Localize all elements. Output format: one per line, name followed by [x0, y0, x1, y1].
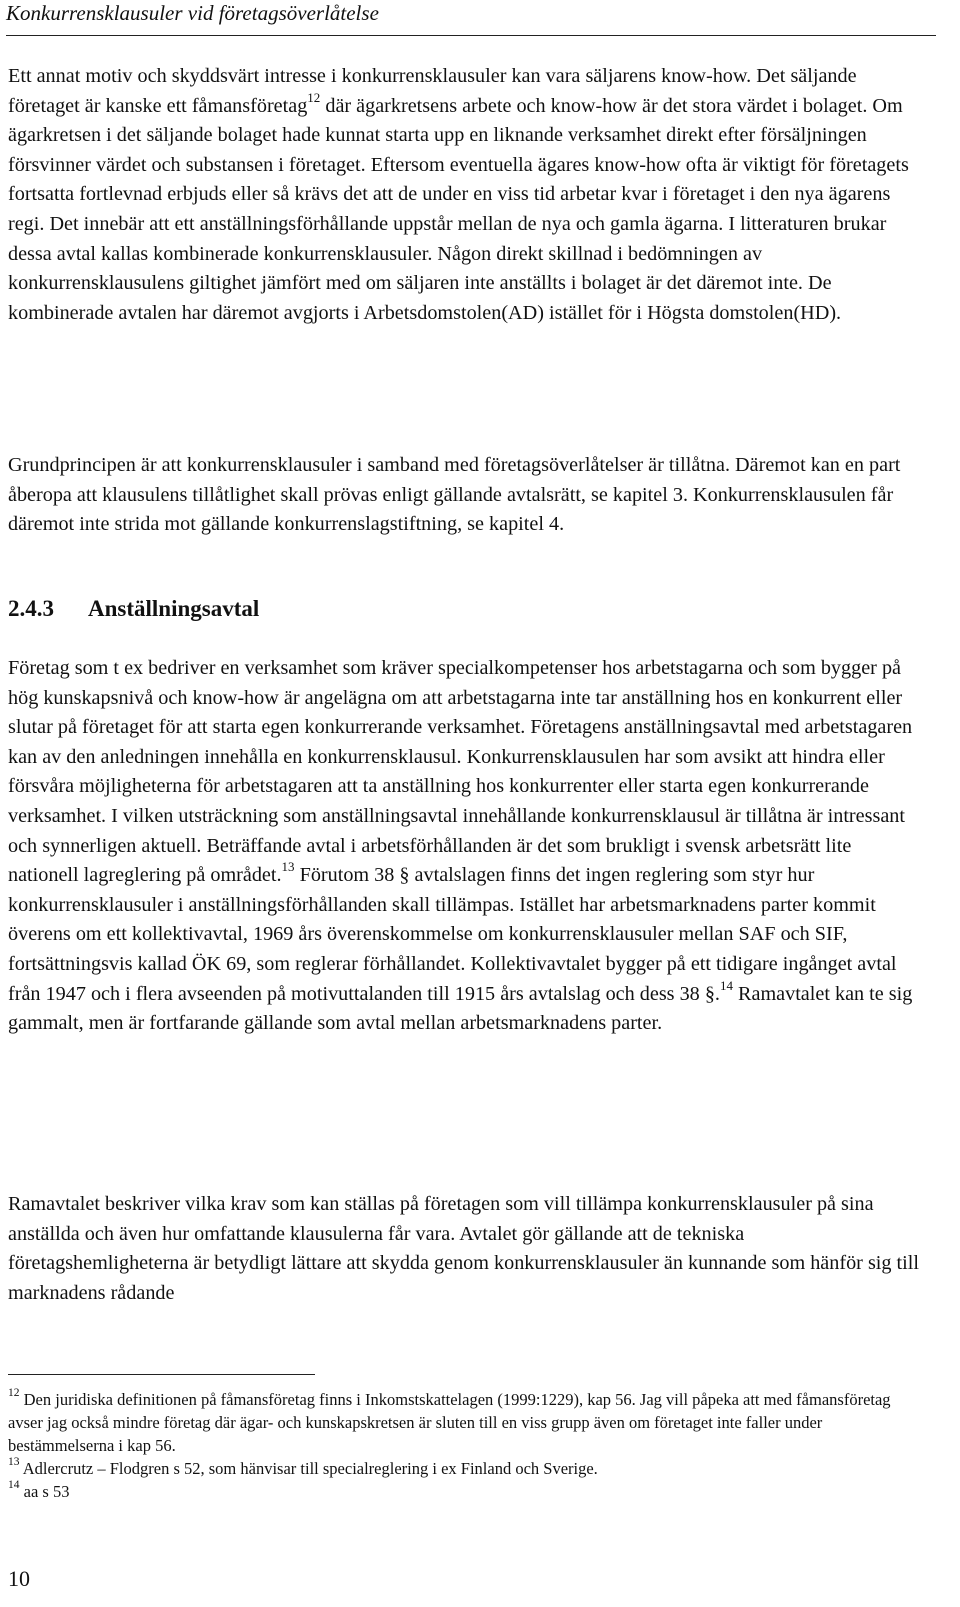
body-paragraph-1 [8, 62, 926, 328]
page-number: 10 [8, 1566, 30, 1591]
paragraph-2-text: Grundprincipen är att konkurrensklausuler i samband med företagsöverlåtelser är tillåtna. Däremot kan en part åberopa att klausulens tillåtlighet skall prövas enligt gällande avtalsrätt, se kapitel 3. Konkurrensklausulen får däremot inte strida mot gällande konkurrenslagstiftning, se kapitel 4. [8, 454, 901, 536]
paragraph-3-text-a: Företag som t ex bedriver en verksamhet som kräver specialkompetenser hos arbetstagarna och som bygger på hög kunskapsnivå och know-how är angelägna om att arbetstagarna inte tar anställning hos en konkurrent eller slutar på företaget för att starta egen konkurrerande verksamhet. Företagens anställningsavtal med arbetstagaren kan av den anledningen innehålla en konkurrensklausul. Konkurrensklausulen har som avsikt att hindra eller försvåra möjligheterna för arbetstagaren att ta anställning hos konkurrenter eller starta egen konkurrerande verksamhet. I vilken utsträckning som anställningsavtal innehållande konkurrensklausul är tillåtna är intressant och synnerligen aktuell. Beträffande avtal i arbetsförhållanden är det som brukligt i svensk arbetsrätt lite nationell lagreglering på området. [8, 657, 913, 887]
paragraph-3-text-b: Förutom 38 § avtalslagen finns det ingen reglering som styr hur konkurrensklausuler i anställningsförhållanden skall tillämpas. Istället har arbetsmarknadens parter kommit överens om ett kollektivavtal, 1969 års överenskommelse om konkurrensklausuler mellan SAF och SIF, fortsättningsvis kallad ÖK 69, som reglerar förhållandet. Kollektivavtalet bygger på ett tidigare ingånget avtal från 1947 och i flera avseenden på motivuttalanden till 1915 års avtalslag och dess 38 §. [8, 864, 897, 1005]
body-paragraph-4 [8, 1190, 926, 1308]
footnote-ref-13[interactable]: 13 [281, 859, 295, 875]
footnote-14 [8, 1480, 928, 1503]
paragraph-1-text-b: där ägarkretsens arbete och know-how är det stora värdet i bolaget. Om ägarkretsen i det säljande bolaget hade kunnat starta upp en liknande verksamhet direkt efter försäljningen försvinner värdet och substansen i företaget. Eftersom eventuella ägares know-how ofta är viktigt för företagets fortsatta fortlevnad erbjuds eller så krävs det att de under en viss tid arbetar kvar i företaget i den nya ägarens regi. Det innebär att ett anställningsförhållande uppstår mellan de nya och gamla ägarna. I litteraturen brukar dessa avtal kallas kombinerade konkurrensklausuler. Någon direkt skillnad i bedömningen av konkurrensklausulens giltighet jämfört med om säljaren inte anställts i bolaget är det däremot inte. De kombinerade avtalen har däremot avgjorts i Arbetsdomstolen(AD) istället för i Högsta domstolen(HD). [8, 94, 909, 324]
footnote-number: 12 [8, 1386, 20, 1399]
paragraph-3-text-c: Ramavtalet kan te sig gammalt, men är fortfarande gällande som avtal mellan arbetsmarknadens parter. [8, 982, 913, 1035]
footnote-text: Den juridiska definitionen på fåmansföretag finns i Inkomstskattelagen (1999:1229), kap 56. Jag vill påpeka att med fåmansföretag avser jag också mindre företag där ägar- och kunskapskretsen är sluten till en viss grupp även om företaget inte faller under bestämmelserna i kap 56. [8, 1390, 891, 1455]
footnote-text: Adlercrutz – Flodgren s 52, som hänvisar till specialreglering i ex Finland och Sverige. [19, 1459, 598, 1478]
body-paragraph-3 [8, 654, 926, 1039]
paragraph-1-text-a: Ett annat motiv och skyddsvärt intresse i konkurrensklausuler kan vara säljarens know-how. Det säljande företaget är kanske ett fåmansföretag [8, 65, 857, 117]
footnote-number: 13 [8, 1455, 20, 1468]
footnote-number: 14 [8, 1478, 20, 1491]
footnote-text: aa s 53 [19, 1482, 70, 1501]
running-header-title: Konkurrensklausuler vid företagsöverlåtelse [6, 1, 379, 25]
footnote-12 [8, 1388, 928, 1457]
footnotes [8, 1388, 928, 1503]
section-heading [8, 596, 259, 622]
running-header [6, 0, 936, 36]
body-paragraph-2 [8, 451, 926, 540]
footnote-ref-12[interactable]: 12 [307, 89, 321, 105]
footnote-13 [8, 1457, 928, 1480]
section-number: 2.4.3 [8, 596, 54, 621]
paragraph-4-text: Ramavtalet beskriver vilka krav som kan ställas på företagen som vill tillämpa konkurrensklausuler på sina anställda och även hur omfattande klausulerna får vara. Avtalet gör gällande att de tekniska företagshemligheterna är betydligt lättare att skydda genom konkurrensklausuler än kunnande som hänför sig till marknadens rådande [8, 1193, 919, 1304]
section-title: Anställningsavtal [88, 596, 260, 621]
footnote-separator [8, 1374, 315, 1375]
footnote-ref-14[interactable]: 14 [719, 977, 733, 993]
